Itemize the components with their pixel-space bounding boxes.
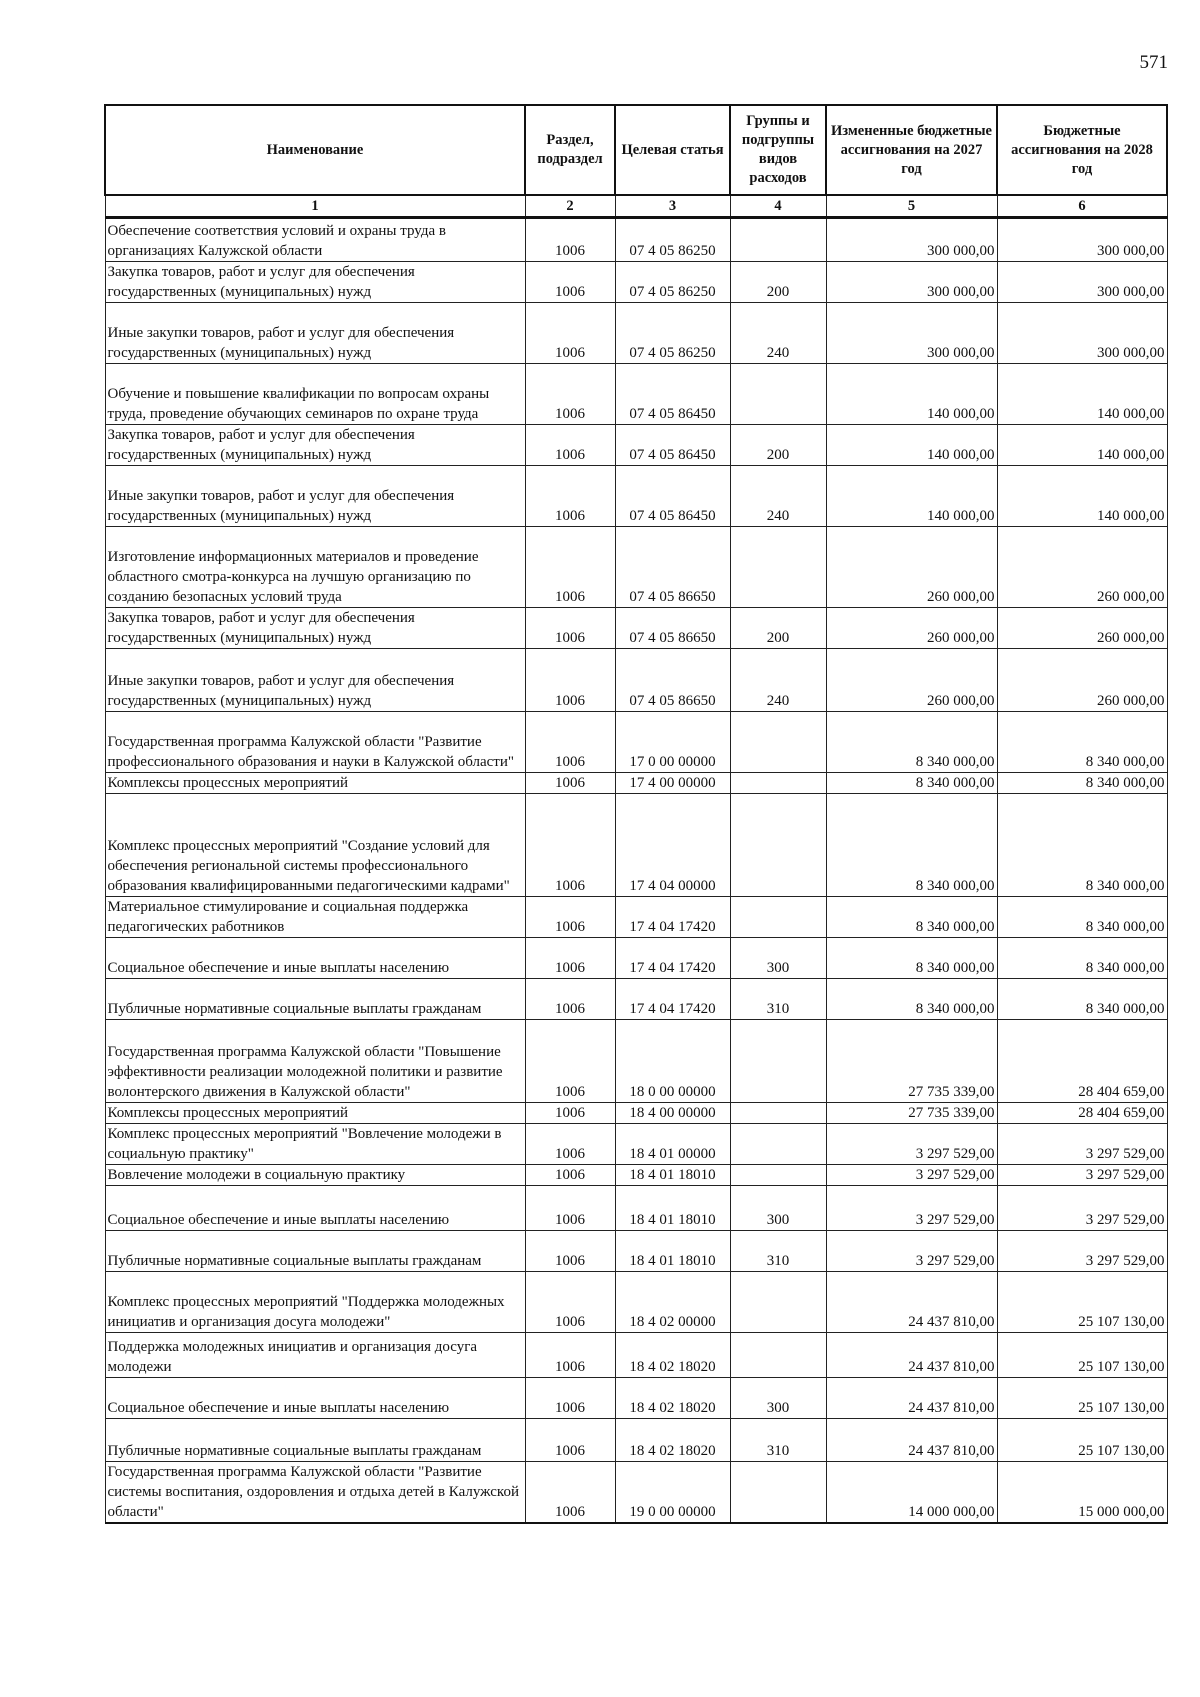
table-row (105, 1124, 1167, 1165)
row-amount-2028: 8 340 000,00 (997, 794, 1167, 897)
row-expense-group: 200 (730, 608, 826, 649)
row-target-article: 18 4 01 18010 (615, 1165, 730, 1186)
row-section: 1006 (525, 712, 615, 773)
header-group: Группы и подгруппы видов расходов (730, 105, 826, 195)
row-expense-group (730, 1165, 826, 1186)
row-name: Изготовление информационных материалов и проведение областного смотра-конкурса на лучшую организацию по созданию безопасных условий труда (105, 527, 525, 608)
row-expense-group (730, 712, 826, 773)
row-target-article: 17 0 00 00000 (615, 712, 730, 773)
row-expense-group (730, 527, 826, 608)
row-amount-2028: 8 340 000,00 (997, 979, 1167, 1020)
row-name: Публичные нормативные социальные выплаты гражданам (105, 1231, 525, 1272)
table-row (105, 1272, 1167, 1333)
table-row (105, 425, 1167, 466)
row-section: 1006 (525, 527, 615, 608)
row-amount-2028: 8 340 000,00 (997, 773, 1167, 794)
row-target-article: 07 4 05 86250 (615, 262, 730, 303)
row-name: Иные закупки товаров, работ и услуг для обеспечения государственных (муниципальных) нужд (105, 303, 525, 364)
row-section: 1006 (525, 1462, 615, 1524)
row-section: 1006 (525, 364, 615, 425)
row-amount-2028: 260 000,00 (997, 649, 1167, 712)
row-expense-group: 240 (730, 466, 826, 527)
row-name: Публичные нормативные социальные выплаты гражданам (105, 979, 525, 1020)
row-name: Государственная программа Калужской области "Развитие системы воспитания, оздоровления и отдыха детей в Калужской области" (105, 1462, 525, 1524)
row-target-article: 17 4 00 00000 (615, 773, 730, 794)
row-section: 1006 (525, 1333, 615, 1378)
row-name: Иные закупки товаров, работ и услуг для обеспечения государственных (муниципальных) нужд (105, 466, 525, 527)
row-target-article: 18 4 02 00000 (615, 1272, 730, 1333)
row-amount-2027: 300 000,00 (826, 262, 997, 303)
row-section: 1006 (525, 1272, 615, 1333)
row-target-article: 07 4 05 86250 (615, 303, 730, 364)
table-header-row (105, 105, 1167, 195)
row-section: 1006 (525, 303, 615, 364)
row-section: 1006 (525, 1103, 615, 1124)
row-amount-2028: 8 340 000,00 (997, 712, 1167, 773)
row-target-article: 18 4 01 00000 (615, 1124, 730, 1165)
row-amount-2028: 260 000,00 (997, 527, 1167, 608)
row-name: Социальное обеспечение и иные выплаты населению (105, 1186, 525, 1231)
row-amount-2027: 260 000,00 (826, 527, 997, 608)
row-expense-group (730, 218, 826, 262)
row-expense-group: 240 (730, 303, 826, 364)
row-amount-2028: 15 000 000,00 (997, 1462, 1167, 1524)
row-amount-2027: 140 000,00 (826, 466, 997, 527)
row-target-article: 07 4 05 86450 (615, 364, 730, 425)
column-number: 1 (105, 195, 525, 218)
row-target-article: 07 4 05 86250 (615, 218, 730, 262)
row-amount-2027: 260 000,00 (826, 608, 997, 649)
table-row (105, 527, 1167, 608)
row-amount-2028: 300 000,00 (997, 218, 1167, 262)
table-row (105, 608, 1167, 649)
row-name: Комплекс процессных мероприятий "Вовлечение молодежи в социальную практику" (105, 1124, 525, 1165)
table-row (105, 979, 1167, 1020)
table-row (105, 466, 1167, 527)
column-number: 5 (826, 195, 997, 218)
row-expense-group: 300 (730, 938, 826, 979)
row-target-article: 18 4 01 18010 (615, 1231, 730, 1272)
table-row (105, 897, 1167, 938)
table-row (105, 303, 1167, 364)
row-name: Публичные нормативные социальные выплаты гражданам (105, 1419, 525, 1462)
row-amount-2028: 25 107 130,00 (997, 1378, 1167, 1419)
row-expense-group: 300 (730, 1186, 826, 1231)
row-amount-2027: 3 297 529,00 (826, 1165, 997, 1186)
row-target-article: 07 4 05 86650 (615, 527, 730, 608)
header-amount-2027: Измененные бюджетные ассигнования на 2027 год (826, 105, 997, 195)
row-amount-2028: 25 107 130,00 (997, 1272, 1167, 1333)
row-expense-group (730, 1124, 826, 1165)
table-row (105, 1333, 1167, 1378)
row-expense-group (730, 364, 826, 425)
row-amount-2027: 140 000,00 (826, 425, 997, 466)
row-amount-2028: 3 297 529,00 (997, 1165, 1167, 1186)
row-expense-group: 240 (730, 649, 826, 712)
row-amount-2027: 27 735 339,00 (826, 1020, 997, 1103)
row-section: 1006 (525, 608, 615, 649)
row-section: 1006 (525, 897, 615, 938)
row-amount-2028: 140 000,00 (997, 425, 1167, 466)
header-name: Наименование (105, 105, 525, 195)
table-row (105, 1462, 1167, 1524)
row-amount-2027: 8 340 000,00 (826, 938, 997, 979)
row-name: Обеспечение соответствия условий и охраны труда в организациях Калужской области (105, 218, 525, 262)
table-row (105, 773, 1167, 794)
column-number-row (105, 195, 1167, 218)
row-name: Комплексы процессных мероприятий (105, 1103, 525, 1124)
row-amount-2028: 3 297 529,00 (997, 1124, 1167, 1165)
table-row (105, 794, 1167, 897)
row-expense-group (730, 1103, 826, 1124)
row-amount-2027: 300 000,00 (826, 303, 997, 364)
row-amount-2027: 24 437 810,00 (826, 1419, 997, 1462)
row-amount-2027: 8 340 000,00 (826, 794, 997, 897)
row-expense-group (730, 1020, 826, 1103)
table-row (105, 712, 1167, 773)
row-amount-2028: 300 000,00 (997, 303, 1167, 364)
row-amount-2028: 25 107 130,00 (997, 1333, 1167, 1378)
row-target-article: 19 0 00 00000 (615, 1462, 730, 1524)
row-amount-2027: 24 437 810,00 (826, 1378, 997, 1419)
row-name: Вовлечение молодежи в социальную практику (105, 1165, 525, 1186)
row-target-article: 07 4 05 86650 (615, 608, 730, 649)
row-target-article: 17 4 04 17420 (615, 938, 730, 979)
row-name: Поддержка молодежных инициатив и организация досуга молодежи (105, 1333, 525, 1378)
row-section: 1006 (525, 1020, 615, 1103)
row-section: 1006 (525, 1124, 615, 1165)
row-expense-group (730, 1272, 826, 1333)
row-target-article: 18 4 02 18020 (615, 1419, 730, 1462)
row-name: Материальное стимулирование и социальная поддержка педагогических работников (105, 897, 525, 938)
table-row (105, 1419, 1167, 1462)
row-amount-2027: 3 297 529,00 (826, 1124, 997, 1165)
page-number: 571 (1139, 52, 1168, 73)
row-amount-2027: 14 000 000,00 (826, 1462, 997, 1524)
row-name: Социальное обеспечение и иные выплаты населению (105, 1378, 525, 1419)
table-row (105, 1020, 1167, 1103)
row-name: Закупка товаров, работ и услуг для обеспечения государственных (муниципальных) нужд (105, 608, 525, 649)
row-section: 1006 (525, 938, 615, 979)
row-target-article: 17 4 04 00000 (615, 794, 730, 897)
row-name: Закупка товаров, работ и услуг для обеспечения государственных (муниципальных) нужд (105, 425, 525, 466)
row-target-article: 18 4 02 18020 (615, 1333, 730, 1378)
row-section: 1006 (525, 773, 615, 794)
row-amount-2028: 25 107 130,00 (997, 1419, 1167, 1462)
row-target-article: 18 4 01 18010 (615, 1186, 730, 1231)
row-name: Государственная программа Калужской области "Повышение эффективности реализации молодежной политики и развитие волонтерского движения в Калужской области" (105, 1020, 525, 1103)
row-target-article: 18 4 02 18020 (615, 1378, 730, 1419)
row-section: 1006 (525, 794, 615, 897)
column-number: 6 (997, 195, 1167, 218)
row-expense-group (730, 1333, 826, 1378)
row-amount-2028: 8 340 000,00 (997, 938, 1167, 979)
row-section: 1006 (525, 466, 615, 527)
row-amount-2027: 24 437 810,00 (826, 1333, 997, 1378)
row-target-article: 18 4 00 00000 (615, 1103, 730, 1124)
row-amount-2027: 140 000,00 (826, 364, 997, 425)
row-expense-group: 300 (730, 1378, 826, 1419)
row-section: 1006 (525, 218, 615, 262)
row-expense-group (730, 794, 826, 897)
row-name: Закупка товаров, работ и услуг для обеспечения государственных (муниципальных) нужд (105, 262, 525, 303)
table-row (105, 938, 1167, 979)
table-row (105, 649, 1167, 712)
row-target-article: 07 4 05 86450 (615, 425, 730, 466)
row-target-article: 07 4 05 86450 (615, 466, 730, 527)
row-amount-2028: 140 000,00 (997, 364, 1167, 425)
row-amount-2028: 28 404 659,00 (997, 1103, 1167, 1124)
row-section: 1006 (525, 1186, 615, 1231)
table-row (105, 1186, 1167, 1231)
row-section: 1006 (525, 1231, 615, 1272)
row-amount-2028: 300 000,00 (997, 262, 1167, 303)
table-row (105, 262, 1167, 303)
column-number: 3 (615, 195, 730, 218)
header-section: Раздел, подраздел (525, 105, 615, 195)
row-name: Государственная программа Калужской области "Развитие профессионального образования и науки в Калужской области" (105, 712, 525, 773)
budget-table (104, 104, 1168, 1524)
row-amount-2027: 8 340 000,00 (826, 712, 997, 773)
row-target-article: 17 4 04 17420 (615, 979, 730, 1020)
row-section: 1006 (525, 979, 615, 1020)
row-amount-2027: 8 340 000,00 (826, 897, 997, 938)
row-amount-2027: 260 000,00 (826, 649, 997, 712)
row-expense-group (730, 897, 826, 938)
row-name: Иные закупки товаров, работ и услуг для обеспечения государственных (муниципальных) нужд (105, 649, 525, 712)
table-row (105, 1165, 1167, 1186)
row-expense-group: 310 (730, 979, 826, 1020)
row-expense-group: 200 (730, 425, 826, 466)
row-expense-group (730, 773, 826, 794)
row-name: Обучение и повышение квалификации по вопросам охраны труда, проведение обучающих семинаров по охране труда (105, 364, 525, 425)
row-expense-group: 200 (730, 262, 826, 303)
table-row (105, 218, 1167, 262)
row-amount-2027: 27 735 339,00 (826, 1103, 997, 1124)
row-section: 1006 (525, 1378, 615, 1419)
row-amount-2027: 3 297 529,00 (826, 1186, 997, 1231)
row-amount-2028: 3 297 529,00 (997, 1186, 1167, 1231)
row-target-article: 18 0 00 00000 (615, 1020, 730, 1103)
row-name: Комплекс процессных мероприятий "Создание условий для обеспечения региональной системы профессионального образования квалифицированными педагогическими кадрами" (105, 794, 525, 897)
row-name: Комплексы процессных мероприятий (105, 773, 525, 794)
header-target: Целевая статья (615, 105, 730, 195)
row-section: 1006 (525, 262, 615, 303)
row-expense-group (730, 1462, 826, 1524)
table-body (105, 218, 1167, 1524)
table-row (105, 364, 1167, 425)
row-name: Комплекс процессных мероприятий "Поддержка молодежных инициатив и организация досуга молодежи" (105, 1272, 525, 1333)
row-section: 1006 (525, 649, 615, 712)
row-amount-2027: 8 340 000,00 (826, 979, 997, 1020)
table-row (105, 1231, 1167, 1272)
row-section: 1006 (525, 1165, 615, 1186)
column-number: 2 (525, 195, 615, 218)
column-number: 4 (730, 195, 826, 218)
row-amount-2027: 8 340 000,00 (826, 773, 997, 794)
row-name: Социальное обеспечение и иные выплаты населению (105, 938, 525, 979)
row-amount-2028: 8 340 000,00 (997, 897, 1167, 938)
row-target-article: 07 4 05 86650 (615, 649, 730, 712)
row-amount-2028: 140 000,00 (997, 466, 1167, 527)
row-target-article: 17 4 04 17420 (615, 897, 730, 938)
row-amount-2028: 28 404 659,00 (997, 1020, 1167, 1103)
row-amount-2028: 3 297 529,00 (997, 1231, 1167, 1272)
row-section: 1006 (525, 425, 615, 466)
row-section: 1006 (525, 1419, 615, 1462)
row-amount-2027: 3 297 529,00 (826, 1231, 997, 1272)
row-amount-2027: 300 000,00 (826, 218, 997, 262)
header-amount-2028: Бюджетные ассигнования на 2028 год (997, 105, 1167, 195)
table-row (105, 1103, 1167, 1124)
row-expense-group: 310 (730, 1231, 826, 1272)
row-amount-2027: 24 437 810,00 (826, 1272, 997, 1333)
row-amount-2028: 260 000,00 (997, 608, 1167, 649)
table-row (105, 1378, 1167, 1419)
row-expense-group: 310 (730, 1419, 826, 1462)
